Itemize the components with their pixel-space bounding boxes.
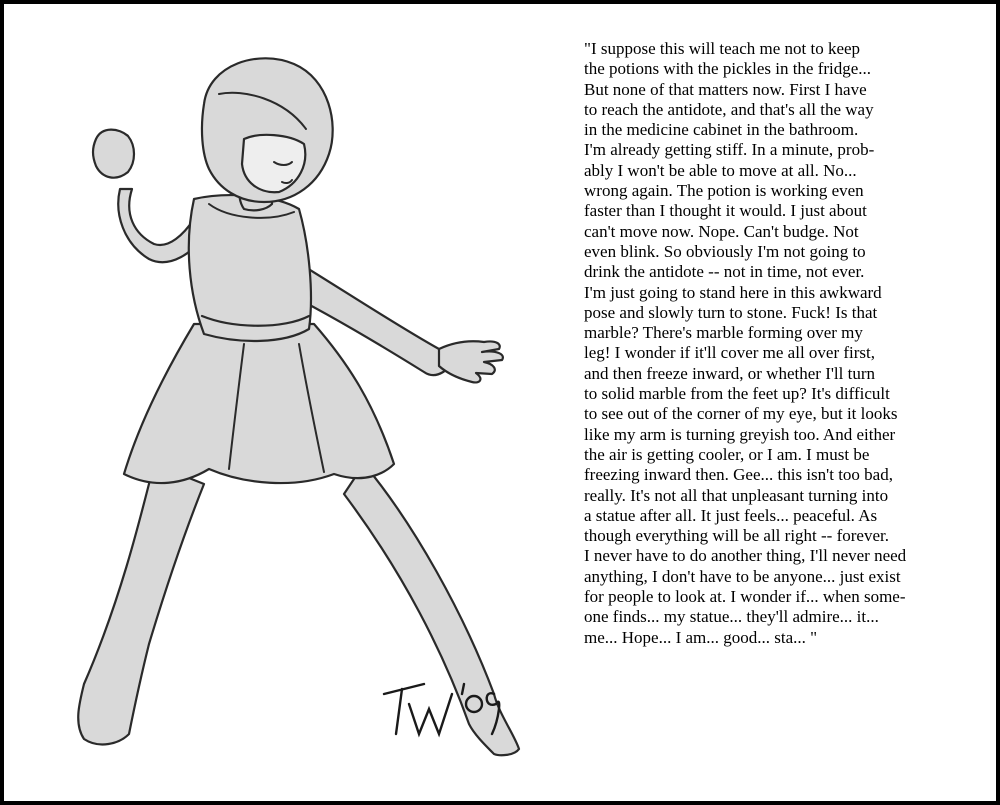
left-leg: [78, 464, 204, 744]
story-line: faster than I thought it would. I just about: [584, 201, 867, 221]
skirt: [124, 324, 394, 483]
girl-sketch-svg: [44, 44, 544, 784]
story-line: But none of that matters now. First I have: [584, 79, 867, 99]
story-line: a statue after all. It just feels... peaceful. As: [584, 505, 878, 525]
story-line: to see out of the corner of my eye, but it looks: [584, 404, 898, 424]
story-line: anything, I don't have to be anyone... just exist: [584, 566, 901, 586]
girl-illustration: [44, 44, 544, 784]
fist: [93, 130, 134, 178]
story-line: wrong again. The potion is working even: [584, 181, 864, 201]
story-line: ably I won't be able to move at all. No...: [584, 160, 857, 180]
right-leg: [344, 464, 519, 755]
story-line: pose and slowly turn to stone. Fuck! Is that: [584, 302, 878, 322]
story-line: though everything will be all right -- forever.: [584, 526, 889, 546]
story-line: to solid marble from the feet up? It's difficult: [584, 384, 890, 404]
story-line: the air is getting cooler, or I am. I must be: [584, 444, 870, 464]
story-line: in the medicine cabinet in the bathroom.: [584, 120, 859, 140]
story-line: really. It's not all that unpleasant turning into: [584, 485, 889, 505]
story-line: me... Hope... I am... good... sta... ": [584, 627, 818, 647]
story-line: even blink. So obviously I'm not going to: [584, 241, 866, 261]
story-line: marble? There's marble forming over my: [584, 323, 863, 343]
story-line: can't move now. Nope. Can't budge. Not: [584, 221, 859, 241]
story-line: I'm already getting stiff. In a minute, prob-: [584, 140, 875, 160]
story-line: the potions with the pickles in the fridge...: [584, 59, 872, 79]
story-line: leg! I wonder if it'll cover me all over first,: [584, 343, 876, 363]
story-line: I never have to do another thing, I'll never need: [584, 546, 907, 566]
story-line: drink the antidote -- not in time, not ever.: [584, 262, 865, 282]
story-text: [584, 39, 994, 648]
story-line: one finds... my statue... they'll admire... it...: [584, 607, 879, 627]
story-line: I'm just going to stand here in this awkward: [584, 282, 882, 302]
story-line: to reach the antidote, and that's all the way: [584, 99, 874, 119]
story-line: like my arm is turning greyish too. And either: [584, 424, 896, 444]
story-line: freezing inward then. Gee... this isn't too bad,: [584, 465, 893, 485]
story-line: "I suppose this will teach me not to keep: [584, 39, 861, 58]
story-line: for people to look at. I wonder if... when some-: [584, 587, 906, 607]
story-line: and then freeze inward, or whether I'll turn: [584, 363, 875, 383]
open-hand: [439, 341, 503, 382]
